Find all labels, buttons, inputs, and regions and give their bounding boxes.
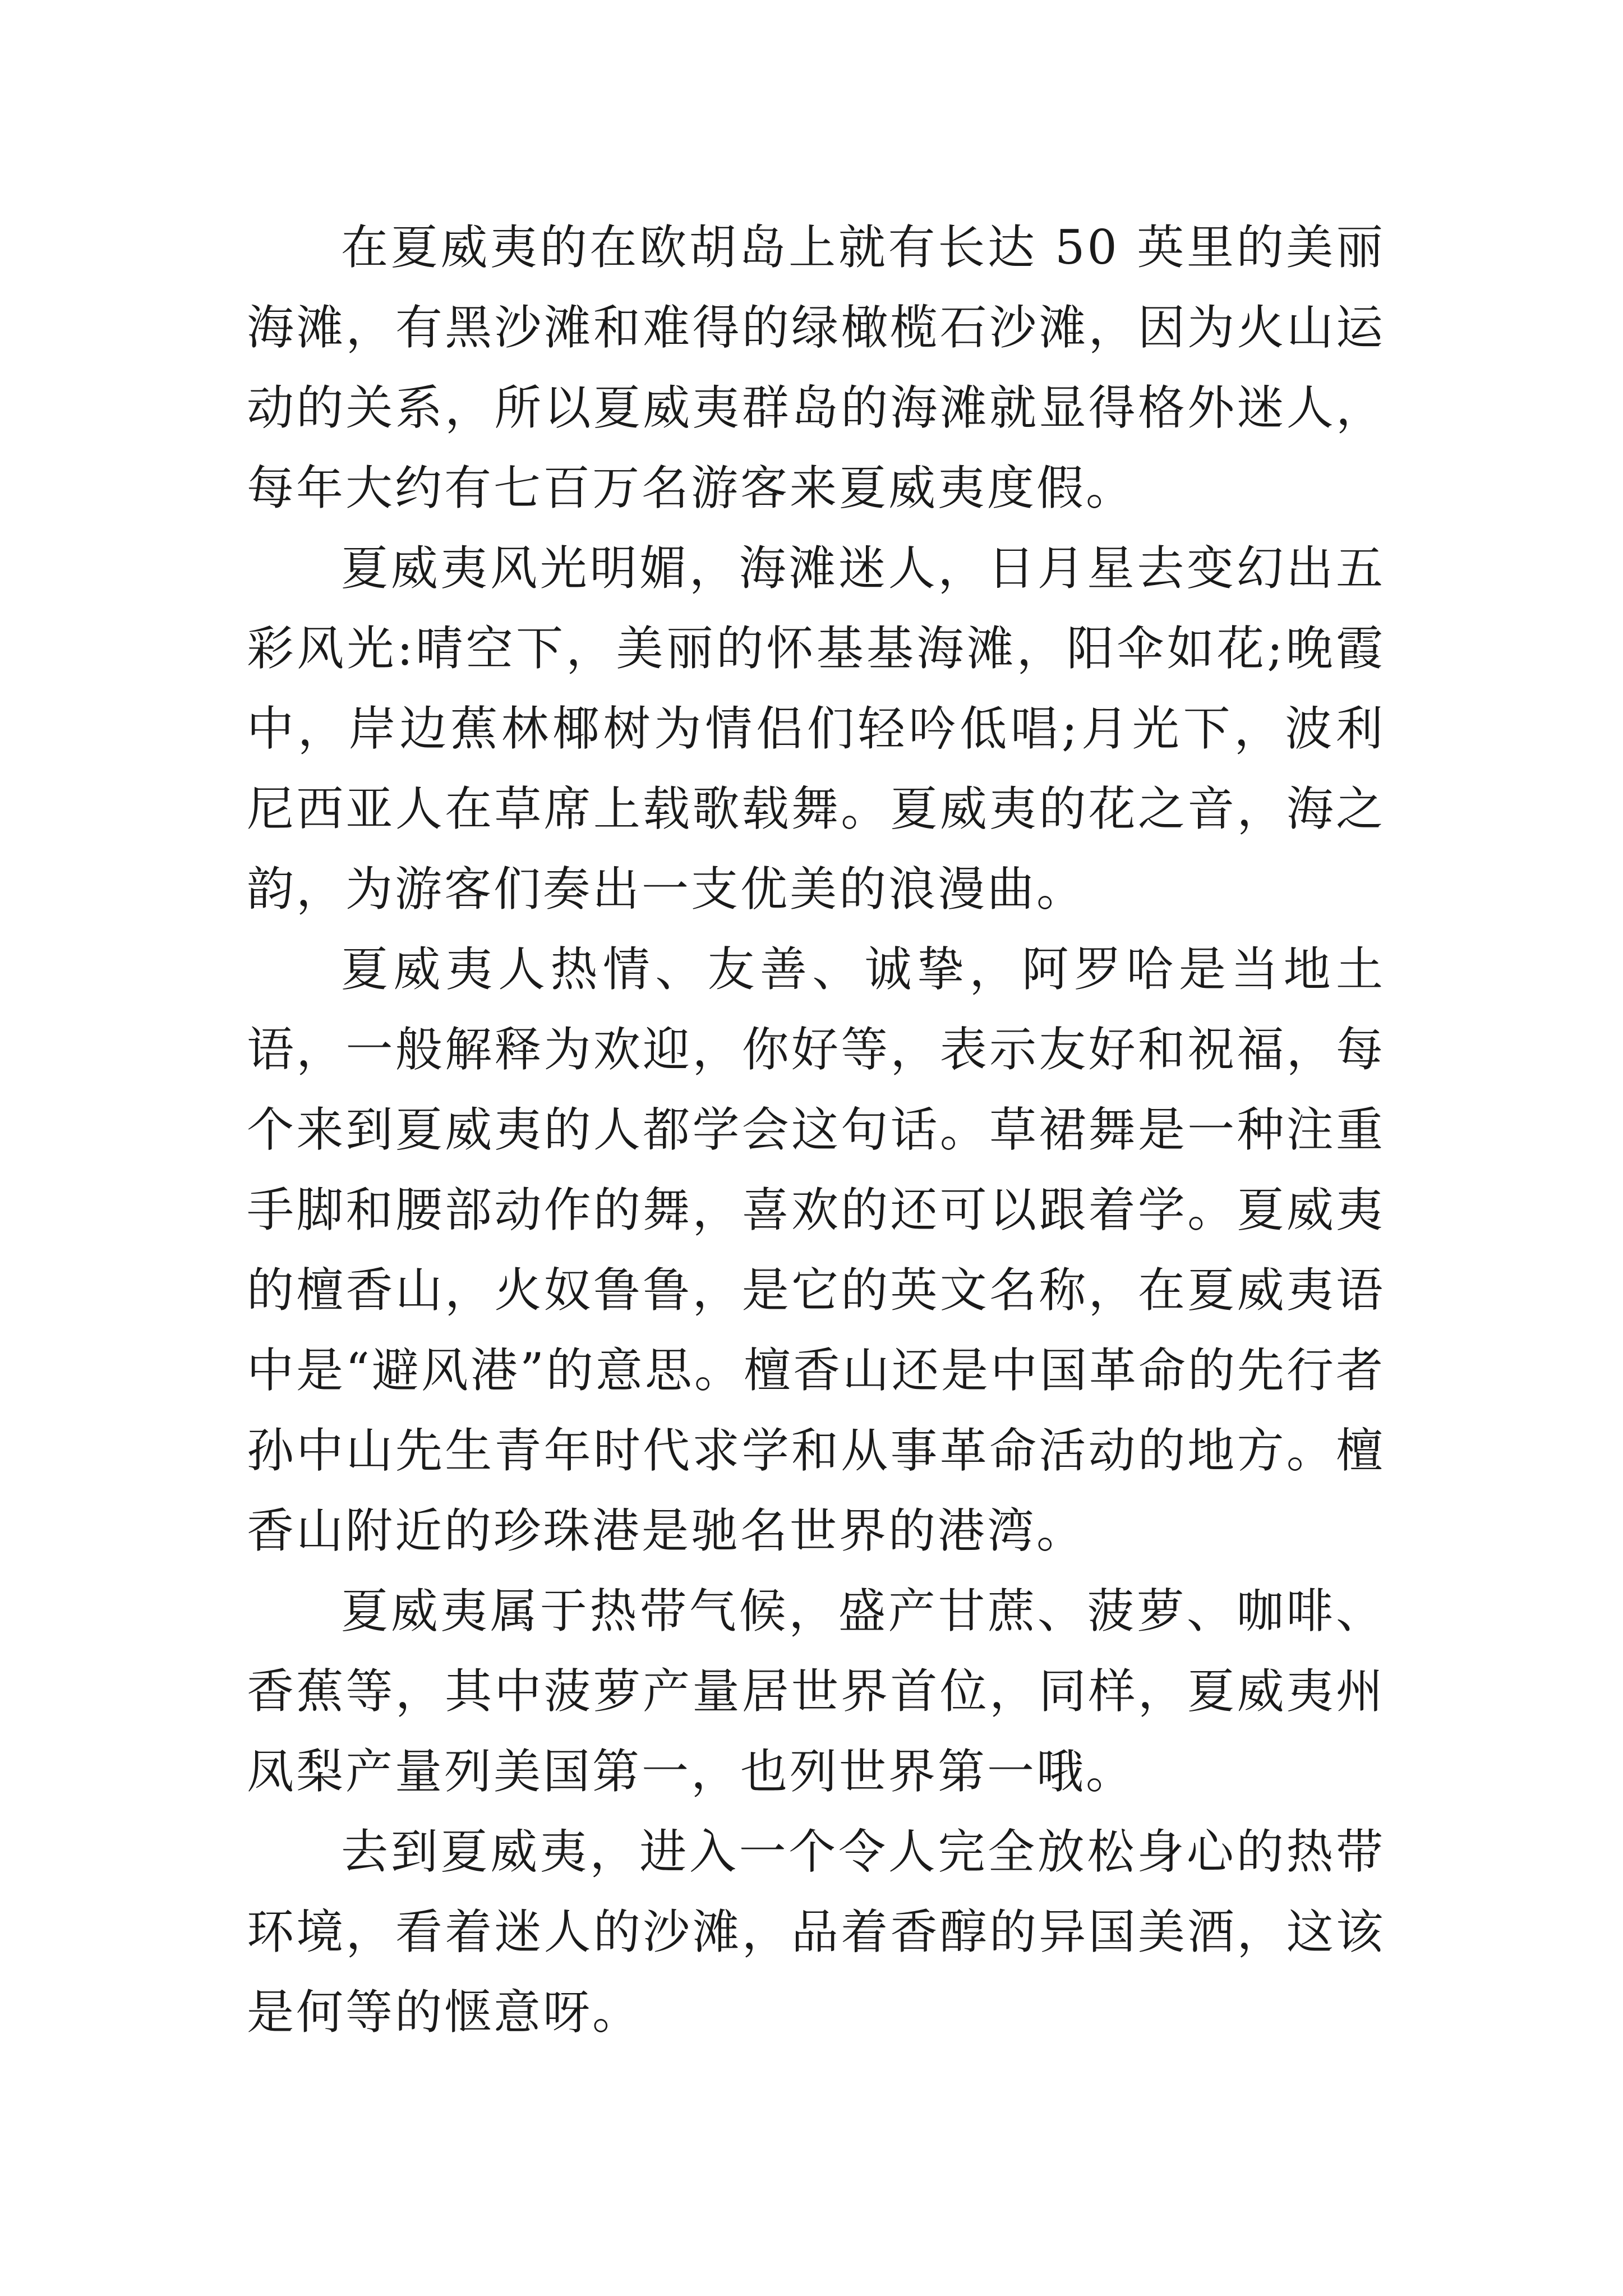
paragraph-4: 夏威夷属于热带气候，盛产甘蔗、菠萝、咖啡、香蕉等，其中菠萝产量居世界首位，同样，夏威夷州凤梨产量列美国第一，也列世界第一哦。	[247, 1584, 1385, 1799]
paragraph-2: 夏威夷风光明媚，海滩迷人，日月星去变幻出五彩风光:晴空下，美丽的怀基基海滩，阳伞如花;晚霞中，岸边蕉林椰树为情侣们轻吟低唱;月光下，波利尼西亚人在草席上载歌载舞。夏威夷的花之音，海之韵，为游客们奏出一支优美的浪漫曲。	[247, 541, 1385, 917]
document-body	[247, 208, 1385, 2053]
paragraph-3: 夏威夷人热情、友善、诚挚，阿罗哈是当地土语，一般解释为欢迎，你好等，表示友好和祝福，每个来到夏威夷的人都学会这句话。草裙舞是一种注重手脚和腰部动作的舞，喜欢的还可以跟着学。夏威夷的檀香山，火奴鲁鲁，是它的英文名称，在夏威夷语中是“避风港”的意思。檀香山还是中国革命的先行者孙中山先生青年时代求学和从事革命活动的地方。檀香山附近的珍珠港是驰名世界的港湾。	[247, 942, 1385, 1558]
paragraph-1: 在夏威夷的在欧胡岛上就有长达 50 英里的美丽海滩，有黑沙滩和难得的绿橄榄石沙滩，因为火山运动的关系，所以夏威夷群岛的海滩就显得格外迷人，每年大约有七百万名游客来夏威夷度假。	[247, 220, 1385, 516]
paragraph-5: 去到夏威夷，进入一个令人完全放松身心的热带环境，看着迷人的沙滩，品着香醇的异国美酒，这该是何等的惬意呀。	[247, 1824, 1385, 2040]
